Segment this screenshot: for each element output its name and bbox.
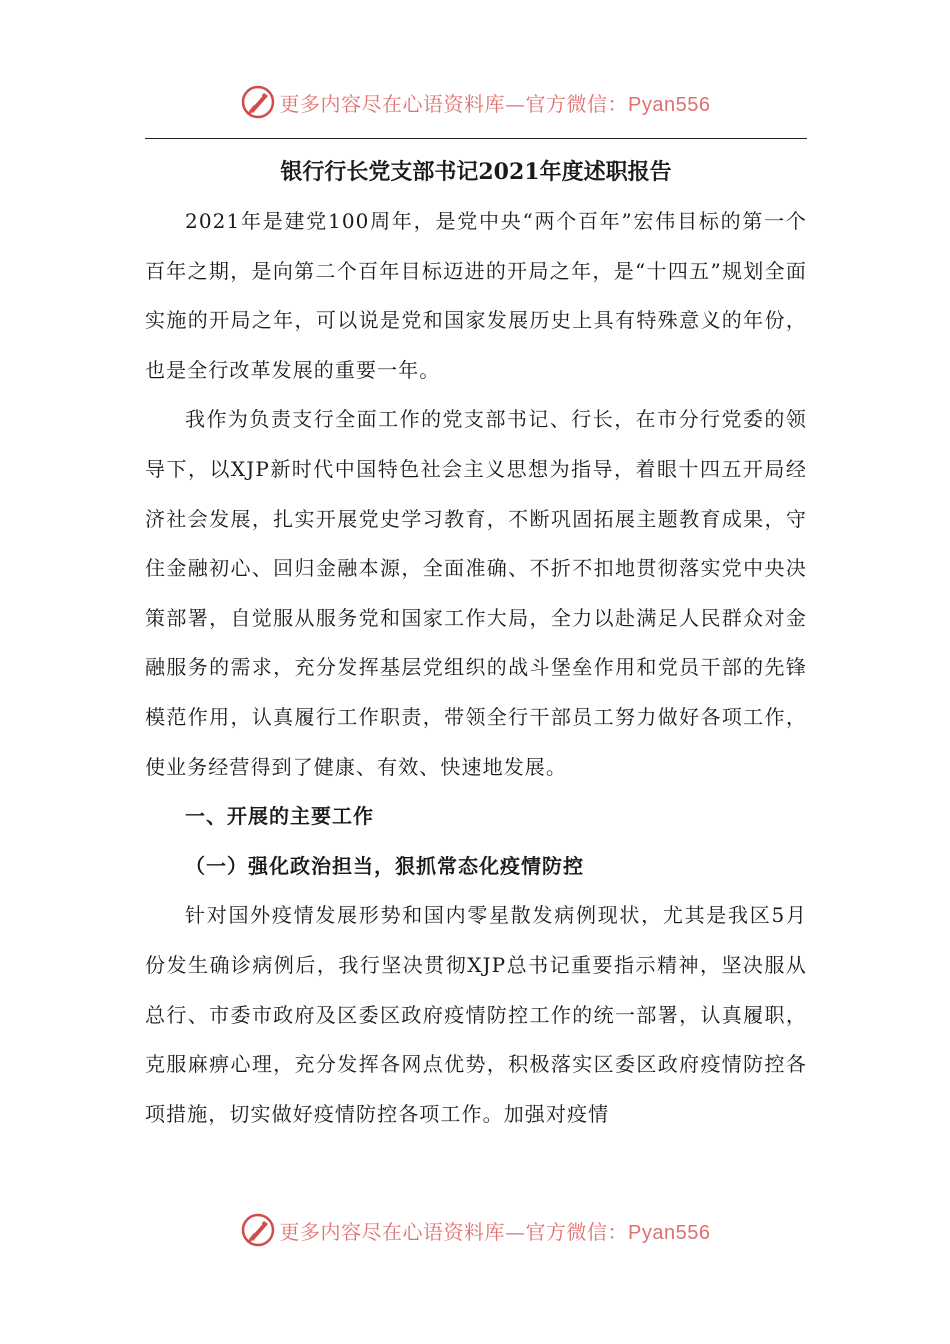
banner-text: 更多内容尽在心语资料库—官方微信：Pyan556 [279, 1219, 711, 1244]
document-title: 银行行长党支部书记2021年度述职报告 [280, 159, 672, 185]
footer-watermark-banner [0, 1210, 950, 1250]
header-divider [145, 138, 807, 139]
paragraph-3: 针对国外疫情发展形势和国内零星散发病例现状，尤其是我区5月份发生确诊病例后，我行坚决贯彻XJP总书记重要指示精神，坚决服从总行、市委市政府及区委区政府疫情防控工作的统一部署，认真履职，克服麻痹心理，充分发挥各网点优势，积极落实区委区政府疫情防控各项措施，切实做好疫情防控各项工作。加强对疫情 [145, 903, 807, 1126]
section-heading-1: 一、开展的主要工作 [185, 804, 374, 829]
subsection-heading-1: （一）强化政治担当，狠抓常态化疫情防控 [185, 853, 584, 878]
banner-wechat-id: Pyan556 [628, 1221, 711, 1244]
pen-quill-logo-icon [240, 84, 276, 120]
header-watermark-banner [0, 82, 950, 122]
paragraph-2: 我作为负责支行全面工作的党支部书记、行长，在市分行党委的领导下，以XJP新时代中国特色社会主义思想为指导，着眼十四五开局经济社会发展，扎实开展党史学习教育，不断巩固拓展主题教育成果，守住金融初心、回归金融本源，全面准确、不折不扣地贯彻落实党中央决策部署，自觉服从服务党和国家工作大局，全力以赴满足人民群众对金融服务的需求，充分发挥基层党组织的战斗堡垒作用和党员干部的先锋模范作用，认真履行工作职责，带领全行干部员工努力做好各项工作，使业务经营得到了健康、有效、快速地发展。 [145, 407, 807, 779]
document-body [145, 197, 807, 1139]
banner-text: 更多内容尽在心语资料库—官方微信：Pyan556 [279, 91, 711, 116]
pen-quill-logo-icon [240, 1212, 276, 1248]
paragraph-1: 2021年是建党100周年，是党中央“两个百年”宏伟目标的第一个百年之期，是向第二个百年目标迈进的开局之年，是“十四五”规划全面实施的开局之年，可以说是党和国家发展历史上具有特殊意义的年份，也是全行改革发展的重要一年。 [145, 209, 807, 382]
banner-wechat-id: Pyan556 [628, 93, 711, 116]
